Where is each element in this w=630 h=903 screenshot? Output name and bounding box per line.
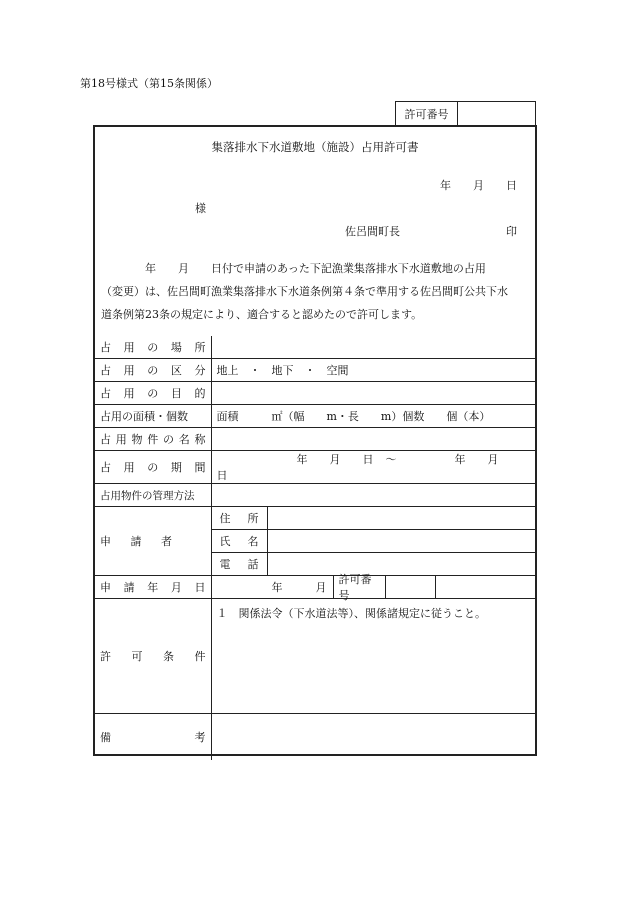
statement-line: 道条例第23条の規定により、適合すると認めたので許可します。	[101, 308, 423, 321]
applicant-name-value[interactable]	[267, 530, 535, 553]
applicant-label: 申 請 者	[95, 507, 211, 576]
table-row	[95, 382, 535, 405]
area-label: 占用の面積・個数	[95, 405, 211, 428]
table-row	[95, 507, 535, 530]
applicant-phone-label: 電 話	[211, 553, 267, 576]
row-label: 申 請 年 月 日	[95, 576, 211, 599]
applicant-name-label: 氏 名	[211, 530, 267, 553]
object-name-value[interactable]	[211, 428, 535, 451]
table-row	[95, 599, 535, 714]
permit-number-box	[395, 101, 536, 125]
row-label: 許 可 条 件	[95, 599, 211, 714]
issue-date: 年 月 日	[440, 179, 517, 192]
row-label: 占 用 の 場 所	[95, 336, 211, 359]
period-from: 年 月 日	[296, 453, 374, 466]
applicant-address-value[interactable]	[267, 507, 535, 530]
permit-number-label: 許可番号	[396, 102, 458, 125]
permit-statement	[101, 257, 527, 326]
row-label: 占 用 の 区 分	[95, 359, 211, 382]
permit-document	[93, 125, 537, 756]
addressee-honorific: 様	[195, 202, 206, 215]
table-row	[95, 451, 535, 484]
table-row	[95, 714, 535, 761]
permit-details-table	[95, 336, 535, 760]
table-row	[95, 576, 535, 599]
division-value[interactable]: 地上 ・ 地下 ・ 空間	[211, 359, 535, 382]
table-row	[95, 484, 535, 507]
remarks-value[interactable]	[211, 714, 535, 761]
period-to: 年 月 日	[216, 453, 521, 482]
management-value[interactable]	[211, 484, 535, 507]
management-label: 占用物件の管理方法	[95, 484, 211, 507]
apply-date-cell	[211, 573, 535, 602]
row-label: 占 用 物 件 の 名 称	[95, 428, 211, 451]
document-title: 集落排水下水道敷地（施設）占用許可書	[211, 140, 419, 154]
form-number-label: 第18号様式（第15条関係）	[80, 77, 218, 90]
issuer-title: 佐呂間町長	[345, 225, 400, 238]
table-row	[95, 428, 535, 451]
table-row	[95, 405, 535, 428]
applicant-phone-value[interactable]	[267, 553, 535, 576]
period-tilde: ～	[385, 453, 397, 466]
table-row	[95, 359, 535, 382]
apply-permit-number-label: 許可番号	[334, 576, 386, 598]
statement-line: 年 月 日付で申請のあった下記漁業集落排水下水道敷地の占用	[101, 262, 486, 275]
area-value[interactable]: 面積 ㎡（幅 m・長 m）個数 個（本）	[211, 405, 535, 428]
place-value[interactable]	[211, 336, 535, 359]
statement-line: （変更）は、佐呂間町漁業集落排水下水道条例第４条で準用する佐呂間町公共下水	[101, 285, 508, 298]
period-value[interactable]	[211, 451, 535, 484]
row-label: 占 用 の 目 的	[95, 382, 211, 405]
apply-date-value[interactable]: 年 月	[212, 576, 334, 598]
conditions-value[interactable]: １ 関係法令（下水道法等）、関係諸規定に従うこと。	[211, 599, 535, 714]
seal-mark: 印	[506, 225, 517, 238]
table-row	[95, 336, 535, 359]
row-label: 備 考	[95, 714, 211, 761]
apply-permit-number-value[interactable]	[386, 576, 436, 598]
row-label: 占 用 の 期 間	[95, 451, 211, 484]
purpose-value[interactable]	[211, 382, 535, 405]
applicant-address-label: 住 所	[211, 507, 267, 530]
